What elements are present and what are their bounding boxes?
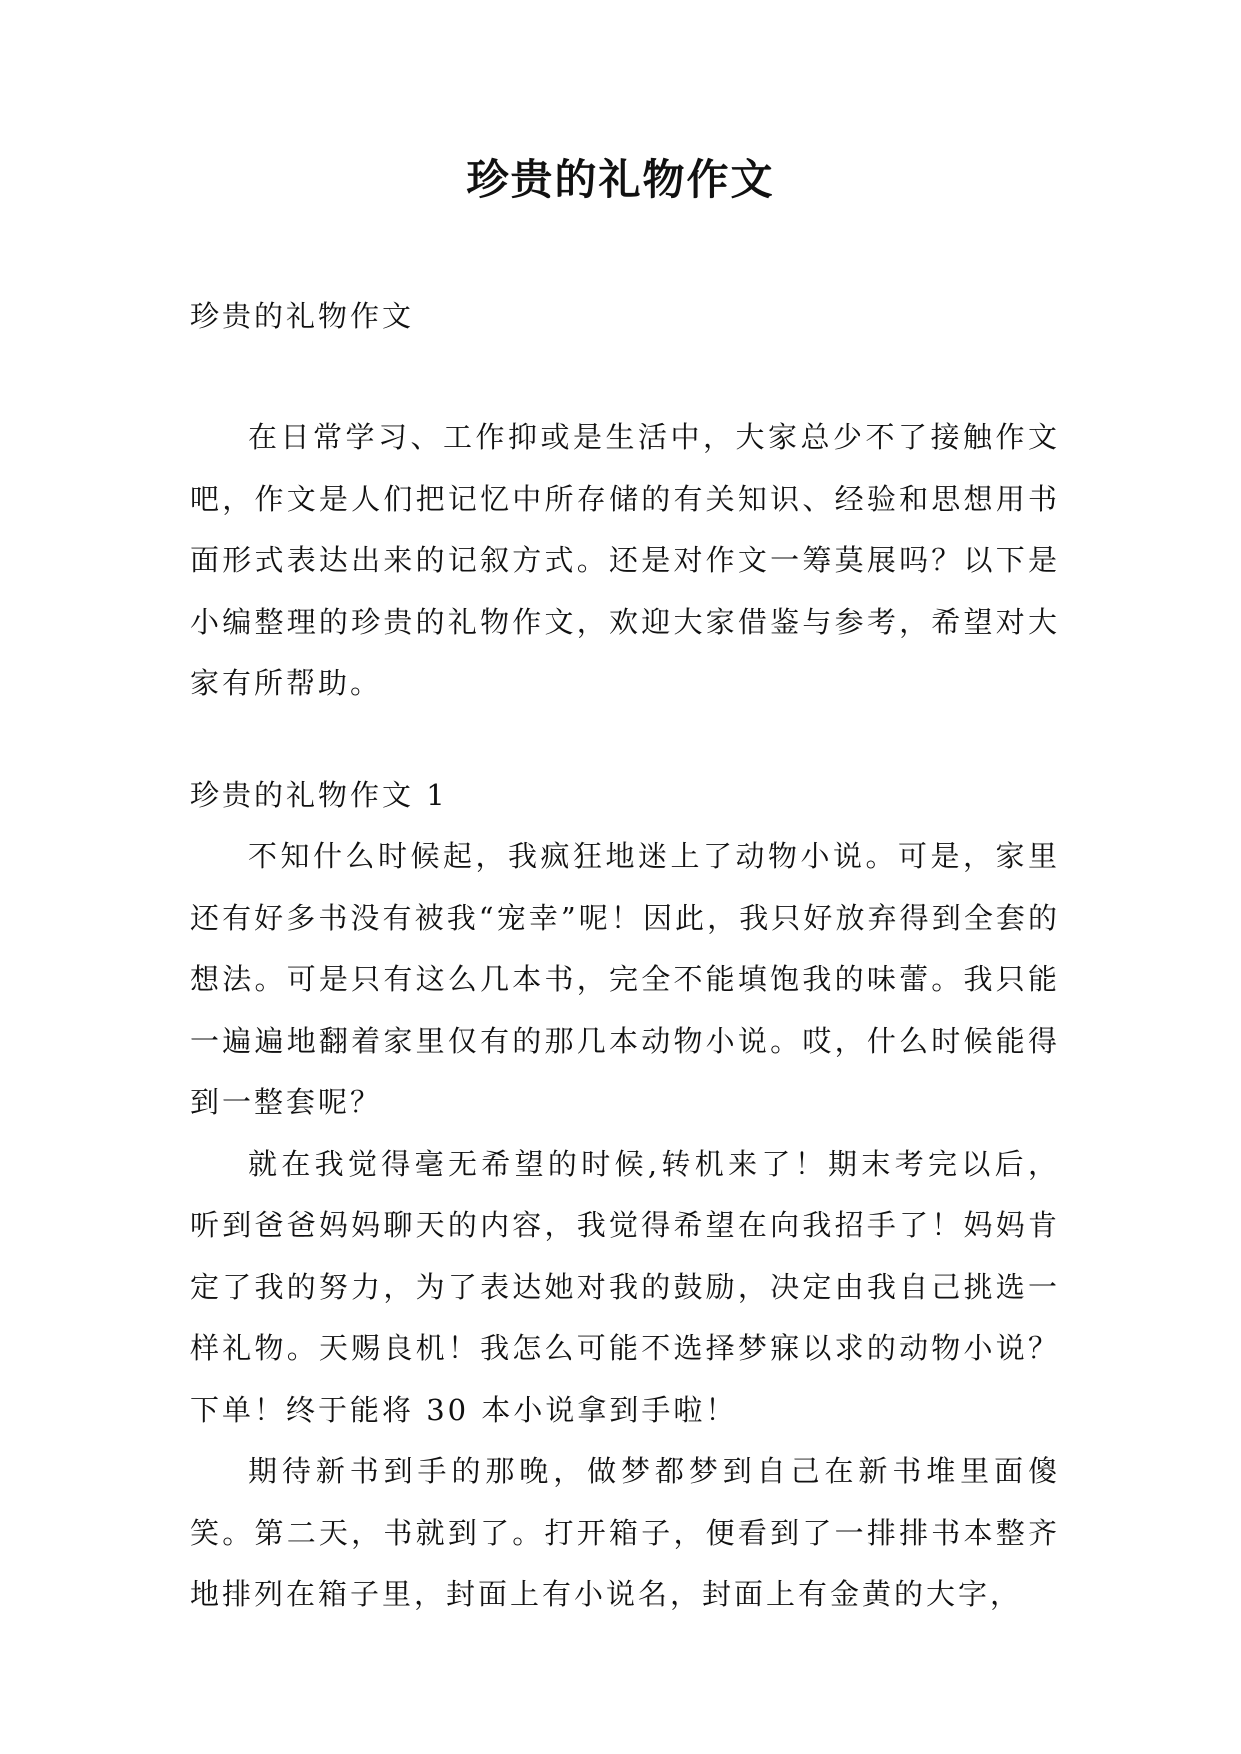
spacer bbox=[190, 347, 1060, 407]
section-heading: 珍贵的礼物作文 1 bbox=[190, 777, 448, 812]
body-paragraph: 期待新书到手的那晚，做梦都梦到自己在新书堆里面傻笑。第二天，书就到了。打开箱子，便看到了一排排书本整齐地排列在箱子里，封面上有小说名，封面上有金黄的大字， bbox=[190, 1454, 1060, 1611]
document-body bbox=[190, 285, 1060, 1626]
body-paragraph: 不知什么时候起，我疯狂地迷上了动物小说。可是，家里还有好多书没有被我“宠幸”呢！因此，我只好放弃得到全套的想法。可是只有这么几本书，完全不能填饱我的味蕾。我只能一遍遍地翻着家里仅有的那几本动物小说。哎，什么时候能得到一整套呢？ bbox=[190, 839, 1060, 1119]
spacer bbox=[190, 715, 1060, 765]
intro-paragraph: 在日常学习、工作抑或是生活中，大家总少不了接触作文吧，作文是人们把记忆中所存储的有关知识、经验和思想用书面形式表达出来的记叙方式。还是对作文一筹莫展吗？以下是小编整理的珍贵的礼物作文，欢迎大家借鉴与参考，希望对大家有所帮助。 bbox=[190, 420, 1060, 700]
document-title: 珍贵的礼物作文 bbox=[466, 155, 775, 204]
document-subtitle: 珍贵的礼物作文 bbox=[190, 299, 415, 333]
body-paragraph: 就在我觉得毫无希望的时候,转机来了！期末考完以后，听到爸爸妈妈聊天的内容，我觉得希望在向我招手了！妈妈肯定了我的努力，为了表达她对我的鼓励，决定由我自己挑选一样礼物。天赐良机！我怎么可能不选择梦寐以求的动物小说？下单！终于能将 30 本小说拿到手啦！ bbox=[190, 1146, 1060, 1427]
